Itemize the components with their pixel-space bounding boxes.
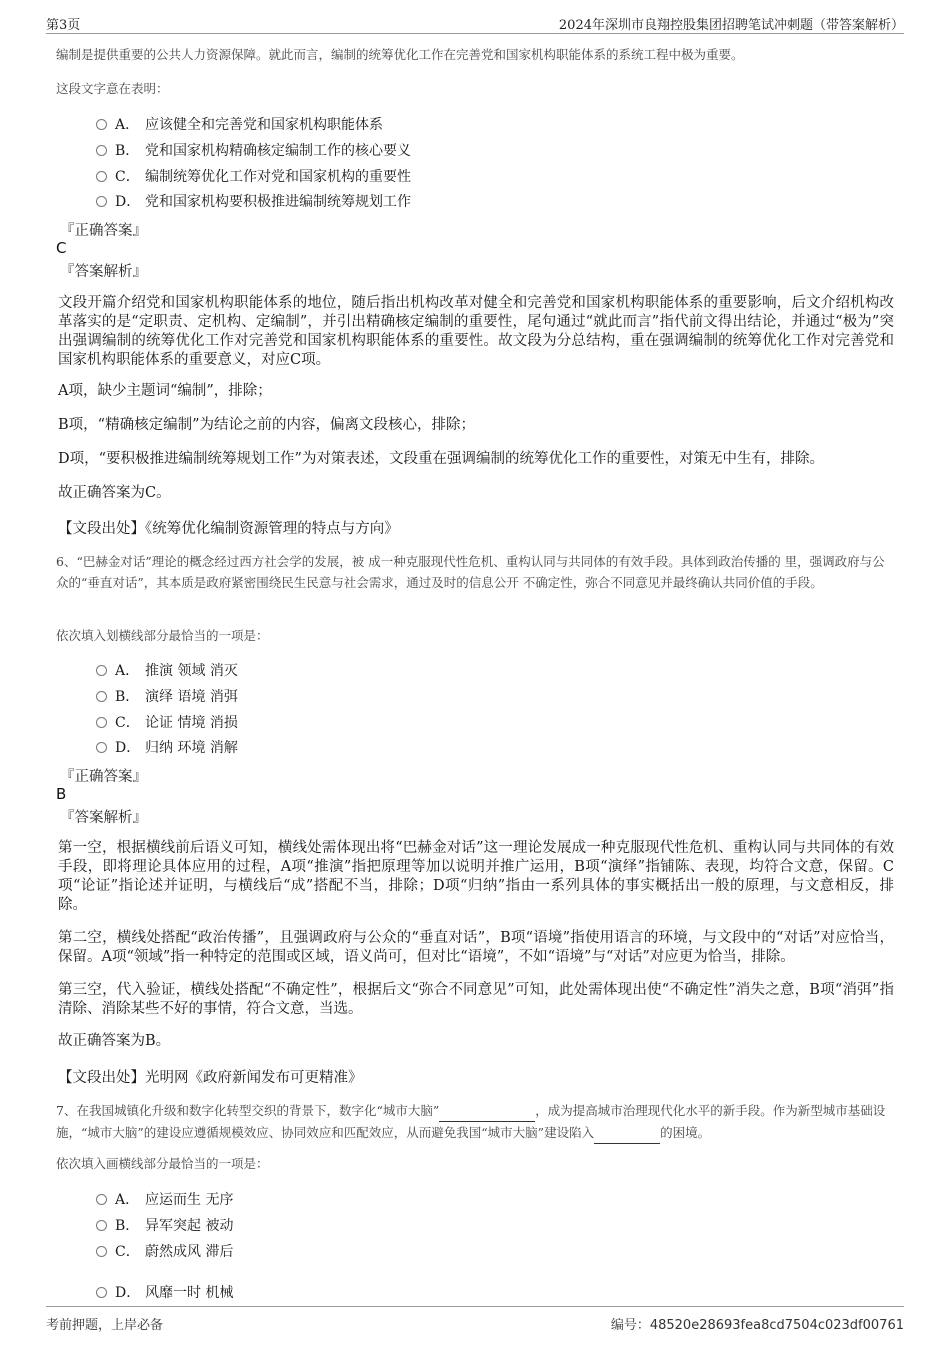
q5-answer: C: [56, 239, 67, 257]
radio-icon[interactable]: [96, 119, 107, 130]
radio-icon[interactable]: [96, 145, 107, 156]
q7-blank-1: [439, 1100, 535, 1122]
q6-analysis-label: 『答案解析』: [60, 810, 147, 826]
radio-icon[interactable]: [96, 1246, 107, 1257]
document-code: 编号：48520e28693fea8cd7504c023df00761: [610, 1318, 904, 1333]
q5-analysis-label: 『答案解析』: [60, 264, 147, 280]
q5-prompt: 这段文字意在表明：: [56, 81, 169, 96]
q5-analysis-paragraph: D项，“要积极推进编制统筹规划工作”为对策表述，文段重在强调编制的统筹优化工作的重要性，对策无中生有，排除。: [58, 451, 824, 467]
document-title: 2024年深圳市良翔控股集团招聘笔试冲刺题（带答案解析）: [558, 18, 904, 33]
radio-icon[interactable]: [96, 691, 107, 702]
q7-option-c[interactable]: C． 蔚然成风 滞后: [96, 1242, 233, 1262]
q6-option-d[interactable]: D． 归纳 环境 消解: [96, 738, 238, 758]
q7-stem: 7、在我国城镇化升级和数字化转型交织的背景下，数字化“城市大脑” ，成为提高城市治理现代化水平的新手段。作为新型城市基础设施，“城市大脑”的建设应遵循规模效应、协同效应和匹配效应，从而避免我国“城市大脑”建设陷入 的困境。: [56, 1100, 896, 1144]
q5-option-c[interactable]: C． 编制统筹优化工作对党和国家机构的重要性: [96, 167, 411, 187]
q6-prompt: 依次填入划横线部分最恰当的一项是：: [56, 628, 269, 643]
q6-analysis-paragraph: 第二空，横线处搭配“政治传播”，且强调政府与公众的“垂直对话”，B项“语境”指使用语言的环境，与文段中的“对话”对应恰当，保留。A项“领域”指一种特定的范围或区域，语义尚可，但对比“语境”，不如“语境”与“对话”对应更为恰当，排除。: [58, 930, 894, 965]
q6-source: 【文段出处】光明网《政府新闻发布可更精准》: [58, 1070, 363, 1086]
radio-icon[interactable]: [96, 1287, 107, 1298]
q6-analysis-paragraph: 第一空，根据横线前后语义可知，横线处需体现出将“巴赫金对话”这一理论发展成一种克服现代性危机、重构认同与共同体的有效手段，即将理论具体应用的过程，A项“推演”指把原理等加以说明并推广运用，B项“演绎”指铺陈、表现，均符合文意，保留。C项“论证”指论述并证明，与横线后“成”搭配不当，排除；D项“归纳”指由一系列具体的事实概括出一般的原理，与文意相反，排除。: [58, 840, 894, 913]
q5-answer-label: 『正确答案』: [60, 223, 147, 239]
q5-analysis-paragraph: 故正确答案为C。: [58, 485, 171, 501]
q5-passage-end: 编制是提供重要的公共人力资源保障。就此而言，编制的统筹优化工作在完善党和国家机构职能体系的系统工程中极为重要。: [56, 47, 744, 62]
radio-icon[interactable]: [96, 742, 107, 753]
q5-analysis-paragraph: A项，缺少主题词“编制”，排除；: [58, 383, 272, 399]
q5-analysis-paragraph: 文段开篇介绍党和国家机构职能体系的地位，随后指出机构改革对健全和完善党和国家机构职能体系的重要影响，后文介绍机构改革落实的是“定职责、定机构、定编制”，并引出精确核定编制的重要性，尾句通过“就此而言”指代前文得出结论，并通过“极为”突出强调编制的统筹优化工作对完善党和国家机构职能体系的重要性。故文段为分总结构，重在强调编制的统筹优化工作对完善党和国家机构职能体系的重要意义，对应C项。: [58, 295, 894, 368]
q6-stem: 6、“巴赫金对话”理论的概念经过西方社会学的发展，被 成一种克服现代性危机、重构认同与共同体的有效手段。具体到政治传播的 里，强调政府与公众的“垂直对话”，其本质是政府紧密围绕民生民意与社会需求，通过及时的信息公开 不确定性，弥合不同意见并最终确认共同价值的手段。: [56, 554, 885, 590]
q6-option-b[interactable]: B． 演绎 语境 消弭: [96, 687, 238, 707]
q6-option-a[interactable]: A． 推演 领域 消灭: [96, 661, 238, 681]
q6-analysis-paragraph: 故正确答案为B。: [58, 1033, 171, 1049]
q7-option-b[interactable]: B． 异军突起 被动: [96, 1216, 233, 1236]
q6-analysis-paragraph: 第三空，代入验证，横线处搭配“不确定性”，根据后文“弥合不同意见”可知，此处需体现出使“不确定性”消失之意，B项“消弭”指清除、消除某些不好的事情，符合文意，当选。: [58, 982, 894, 1017]
q5-option-d[interactable]: D． 党和国家机构要积极推进编制统筹规划工作: [96, 192, 411, 212]
page-number: 第3页: [46, 18, 81, 33]
radio-icon[interactable]: [96, 665, 107, 676]
q6-option-c[interactable]: C． 论证 情境 消损: [96, 713, 238, 733]
q7-option-a[interactable]: A． 应运而生 无序: [96, 1190, 233, 1210]
q5-source: 【文段出处】《统筹优化编制资源管理的特点与方向》: [58, 521, 399, 537]
header-divider: [46, 33, 904, 34]
q7-option-d[interactable]: D． 风靡一时 机械: [96, 1283, 233, 1303]
footer-slogan: 考前押题，上岸必备: [46, 1318, 164, 1333]
q5-option-b[interactable]: B． 党和国家机构精确核定编制工作的核心要义: [96, 141, 411, 161]
radio-icon[interactable]: [96, 717, 107, 728]
radio-icon[interactable]: [96, 1220, 107, 1231]
q7-blank-2: [594, 1122, 660, 1144]
footer-divider: [46, 1306, 904, 1307]
q6-answer: B: [56, 785, 67, 803]
radio-icon[interactable]: [96, 196, 107, 207]
q5-option-a[interactable]: A． 应该健全和完善党和国家机构职能体系: [96, 115, 383, 135]
radio-icon[interactable]: [96, 1194, 107, 1205]
q6-answer-label: 『正确答案』: [60, 769, 147, 785]
q5-analysis-paragraph: B项，“精确核定编制”为结论之前的内容，偏离文段核心，排除；: [58, 417, 475, 433]
radio-icon[interactable]: [96, 171, 107, 182]
q7-prompt: 依次填入画横线部分最恰当的一项是：: [56, 1156, 269, 1171]
